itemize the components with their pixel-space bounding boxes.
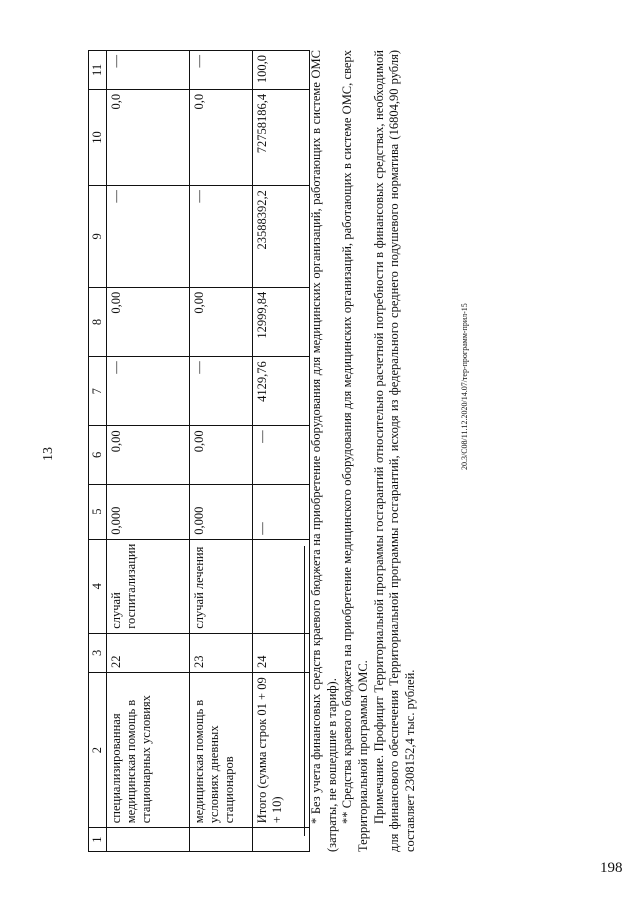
table-cell: 0,000 bbox=[107, 484, 190, 539]
footnote-2: ** Средства краевого бюджета на приобретение медицинского оборудования для медицинских организаций, работающих в системе ОМС, сверх Территориальной программы ОМС. bbox=[340, 50, 370, 852]
table-cell: 22 bbox=[107, 633, 190, 672]
header-cell: 8 bbox=[89, 287, 107, 357]
table-cell: медицинская помощь в условиях дневных стационаров bbox=[190, 672, 253, 827]
header-cell: 7 bbox=[89, 357, 107, 426]
table-cell: — bbox=[107, 186, 190, 288]
table-cell: 0,00 bbox=[107, 287, 190, 357]
footnote-1: * Без учета финансовых средств краевого бюджета на приобретение оборудования для медицинских организаций, работающих в системе ОМС (затраты, не вошедшие в тариф). bbox=[309, 50, 339, 852]
table-cell: — bbox=[190, 51, 253, 90]
table-cell: 100,0 bbox=[253, 51, 310, 90]
header-cell: 5 bbox=[89, 484, 107, 539]
table-row bbox=[190, 51, 253, 852]
table-header-row bbox=[89, 51, 107, 852]
header-cell: 4 bbox=[89, 539, 107, 633]
table-cell: 12999,84 bbox=[253, 287, 310, 357]
table-cell: специализированная медицинская помощь в стационарных условиях bbox=[107, 672, 190, 827]
note-text: Примечание. Профицит Территориальной программы госгарантий относительно расчетной потребности в финансовых средствах, необходимой для финансового обеспечения Территориальной программы госгарантий, исходя из федерального среднего подушевого норматива (16804,90 рубля) составляет 2308152,4 тыс. рублей. bbox=[371, 50, 417, 852]
table-row bbox=[107, 51, 190, 852]
footnote-divider bbox=[304, 546, 305, 836]
data-table bbox=[88, 50, 310, 852]
table-cell: 0,00 bbox=[107, 426, 190, 484]
table-cell: 72758186,4 bbox=[253, 89, 310, 185]
table-cell: — bbox=[253, 484, 310, 539]
page-number: 13 bbox=[41, 447, 56, 461]
header-cell: 1 bbox=[89, 828, 107, 852]
header-cell: 6 bbox=[89, 426, 107, 484]
table-cell: 0,0 bbox=[107, 89, 190, 185]
table-cell: 0,000 bbox=[190, 484, 253, 539]
table-cell bbox=[107, 828, 190, 852]
table-cell: 0,0 bbox=[190, 89, 253, 185]
table-cell: 0,00 bbox=[190, 287, 253, 357]
header-cell: 2 bbox=[89, 672, 107, 827]
table-cell: 0,00 bbox=[190, 426, 253, 484]
table-cell: Итого (сумма строк 01 + 09 + 10) bbox=[253, 672, 310, 827]
table-cell: — bbox=[107, 51, 190, 90]
rotated-content bbox=[88, 50, 448, 852]
header-cell: 3 bbox=[89, 633, 107, 672]
table-cell bbox=[190, 828, 253, 852]
document-code: 20.3/С08/11.12.2020/14.07/тер-программ-прил-15 bbox=[460, 303, 469, 470]
table-cell: — bbox=[190, 186, 253, 288]
footnotes bbox=[300, 50, 418, 852]
header-cell: 11 bbox=[89, 51, 107, 90]
table-cell: 23 bbox=[190, 633, 253, 672]
table-cell: случай лечения bbox=[190, 539, 253, 633]
header-cell: 10 bbox=[89, 89, 107, 185]
table-cell: 4129,76 bbox=[253, 357, 310, 426]
table-cell: 23588392,2 bbox=[253, 186, 310, 288]
table-cell: — bbox=[107, 357, 190, 426]
footer-page-number: 198 bbox=[600, 860, 623, 876]
table-cell: — bbox=[253, 426, 310, 484]
table-cell: — bbox=[190, 357, 253, 426]
table-cell: случай госпитализации bbox=[107, 539, 190, 633]
table-cell: 24 bbox=[253, 633, 310, 672]
header-cell: 9 bbox=[89, 186, 107, 288]
